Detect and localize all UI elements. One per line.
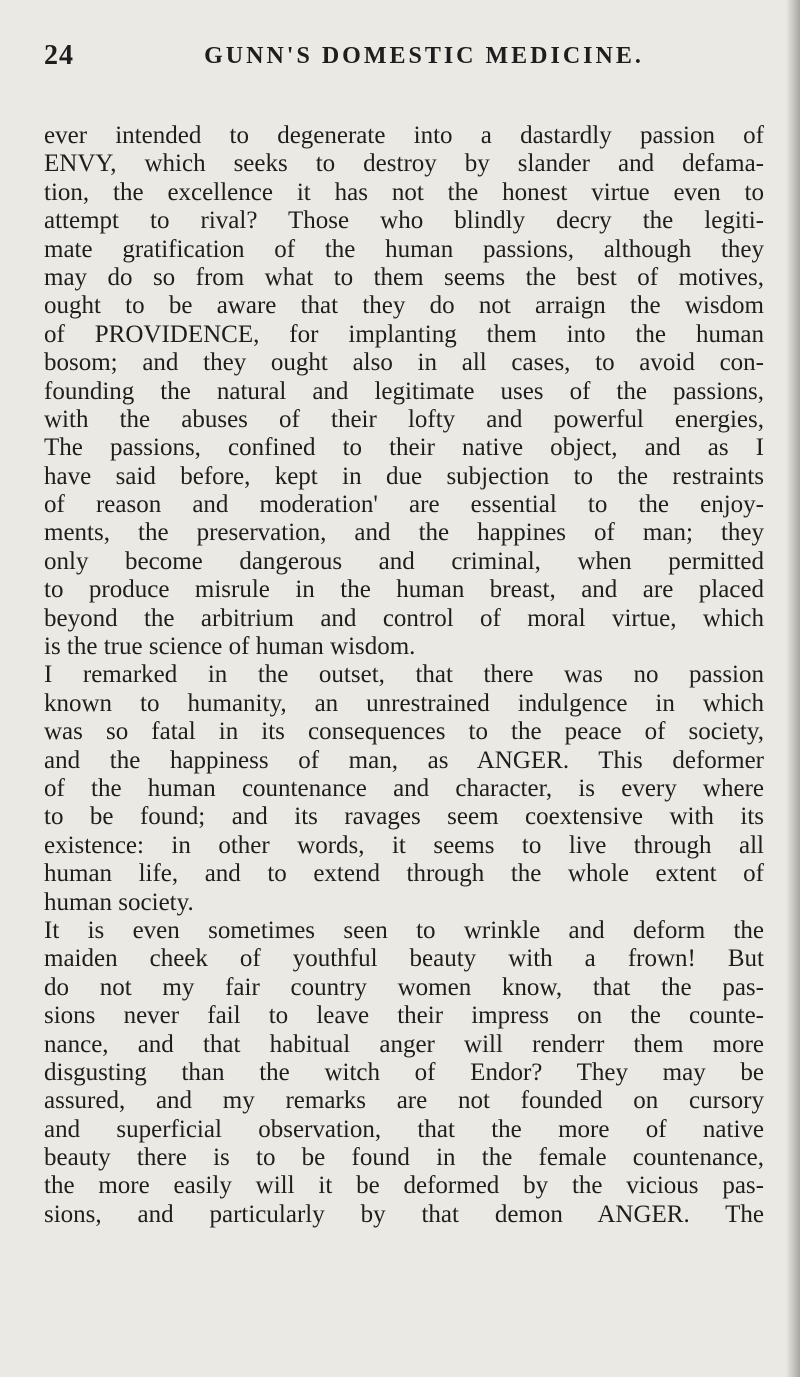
- text-line: ought to be aware that they do not arraign the wisdom: [44, 292, 764, 320]
- text-line: may do so from what to them seems the best of motives,: [44, 263, 764, 291]
- body-text: [44, 122, 764, 1229]
- page-number: 24: [44, 40, 74, 71]
- text-line: beauty there is to be found in the female countenance,: [44, 1144, 764, 1172]
- text-line: and the happiness of man, as ANGER. This deformer: [44, 746, 764, 774]
- text-line: of the human countenance and character, is every where: [44, 774, 764, 802]
- text-line: assured, and my remarks are not founded on cursory: [44, 1087, 764, 1115]
- text-line: The passions, confined to their native object, and as I: [44, 434, 764, 462]
- text-line: and superficial observation, that the more of native: [44, 1115, 764, 1143]
- text-line: human life, and to extend through the whole extent of: [44, 860, 764, 888]
- text-line: known to humanity, an unrestrained indulgence in which: [44, 689, 764, 717]
- running-head: GUNN'S DOMESTIC MEDICINE.: [204, 43, 644, 69]
- text-line: sions never fail to leave their impress on the counte-: [44, 1002, 764, 1030]
- text-line: ever intended to degenerate into a dastardly passion of: [44, 122, 764, 149]
- text-line: maiden cheek of youthful beauty with a frown! But: [44, 945, 764, 973]
- text-line: mate gratification of the human passions, although they: [44, 235, 764, 263]
- text-line: ments, the preservation, and the happines of man; they: [44, 519, 764, 547]
- text-line: nance, and that habitual anger will renderr them more: [44, 1030, 764, 1058]
- text-line: is the true science of human wisdom.: [44, 633, 416, 661]
- text-line: of reason and moderation' are essential to the enjoy-: [44, 491, 764, 519]
- page-edge-shadow: [786, 0, 800, 1377]
- text-line: sions, and particularly by that demon ANGER. The: [44, 1200, 764, 1228]
- text-line: with the abuses of their lofty and powerful energies,: [44, 405, 764, 433]
- text-line: I remarked in the outset, that there was no passion: [44, 661, 764, 689]
- text-line: bosom; and they ought also in all cases, to avoid con-: [44, 349, 764, 377]
- page-header: [44, 40, 764, 80]
- text-line: do not my fair country women know, that the pas-: [44, 973, 764, 1001]
- text-line: to produce misrule in the human breast, and are placed: [44, 576, 764, 604]
- text-line: tion, the excellence it has not the honest virtue even to: [44, 178, 764, 206]
- text-line: only become dangerous and criminal, when permitted: [44, 547, 764, 575]
- text-line: to be found; and its ravages seem coextensive with its: [44, 803, 764, 831]
- text-line: human society.: [44, 888, 194, 916]
- text-line: It is even sometimes seen to wrinkle and deform the: [44, 916, 764, 944]
- text-line: have said before, kept in due subjection to the restraints: [44, 462, 764, 490]
- text-line: attempt to rival? Those who blindly decry the legiti-: [44, 207, 764, 235]
- text-line: the more easily will it be deformed by the vicious pas-: [44, 1172, 764, 1200]
- text-line: was so fatal in its consequences to the peace of society,: [44, 718, 764, 746]
- text-line: ENVY, which seeks to destroy by slander and defama-: [44, 150, 764, 178]
- text-line: existence: in other words, it seems to live through all: [44, 831, 764, 859]
- text-line: of PROVIDENCE, for implanting them into the human: [44, 320, 764, 348]
- text-line: beyond the arbitrium and control of moral virtue, which: [44, 604, 764, 632]
- text-line: disgusting than the witch of Endor? They may be: [44, 1058, 764, 1086]
- text-line: founding the natural and legitimate uses of the passions,: [44, 377, 764, 405]
